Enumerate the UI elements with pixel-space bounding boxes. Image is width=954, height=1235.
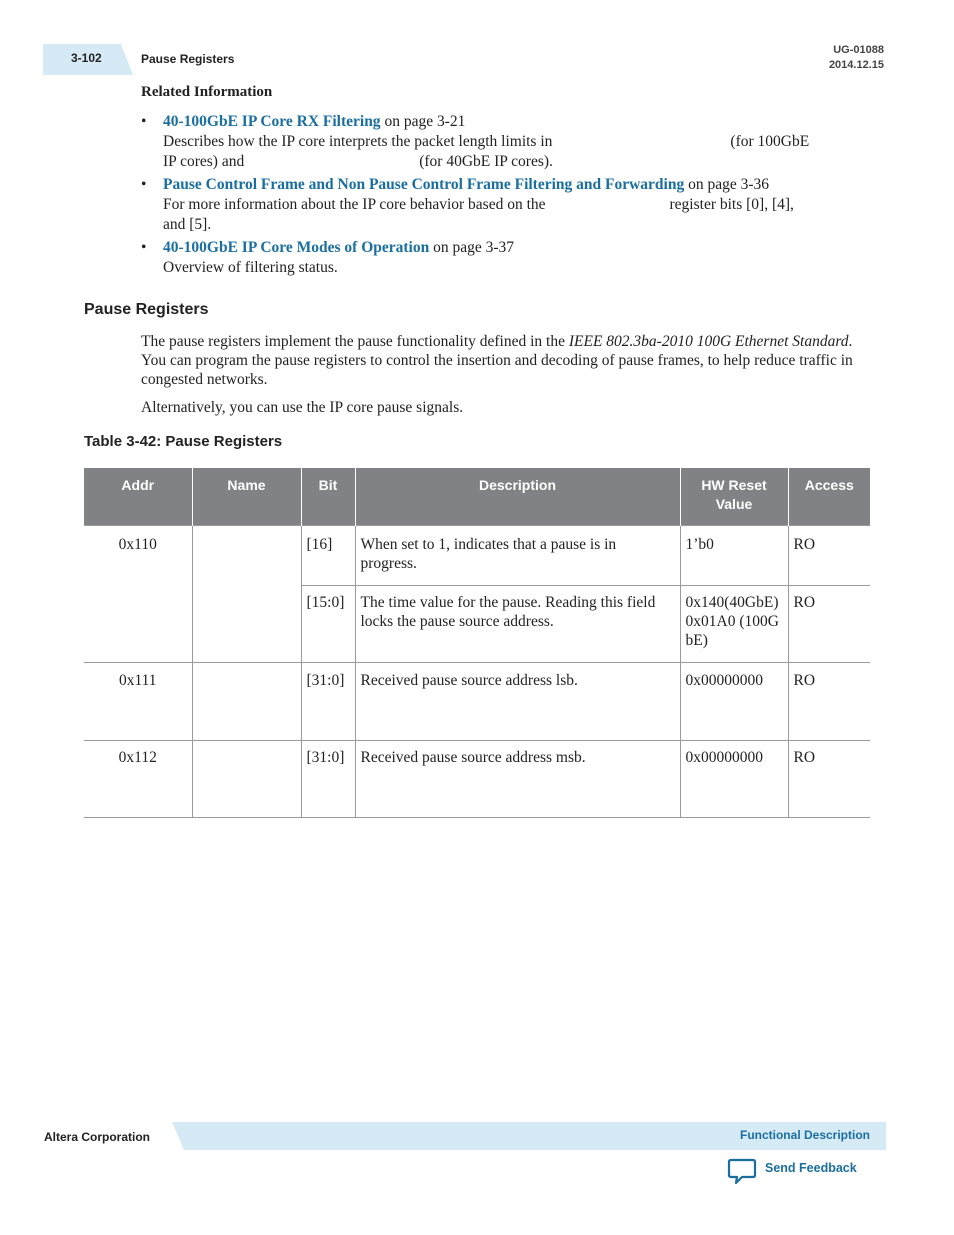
table-row	[84, 740, 870, 817]
related-item	[141, 112, 861, 172]
paragraph-text: The pause registers implement the pause functionality defined in the	[141, 333, 569, 350]
standard-reference: IEEE 802.3ba-2010 100G Ethernet Standard	[568, 333, 849, 350]
related-link-pause-control[interactable]: Pause Control Frame and Non Pause Control Frame Filtering and Forwarding	[163, 176, 685, 193]
body-paragraph: Alternatively, you can use the IP core pause signals.	[141, 399, 464, 416]
reset-value-cell: 0x00000000	[680, 740, 788, 817]
addr-cell: 0x110	[84, 525, 192, 662]
related-description: and [5].	[163, 216, 212, 233]
section-heading: Pause Registers	[84, 301, 209, 318]
related-description: (for 40GbE IP cores).	[419, 153, 553, 170]
description-cell: Received pause source address lsb.	[355, 662, 680, 740]
document-meta	[829, 43, 884, 73]
related-item	[141, 238, 861, 278]
name-cell	[192, 662, 301, 740]
related-description: For more information about the IP core behavior based on the	[163, 196, 546, 213]
document-id: UG-01088	[833, 44, 884, 56]
column-header-description: Description	[355, 468, 680, 525]
paragraph-text: . You can program the pause registers to control the insertion and decoding of pause frames, to help reduce traffic in congested networks.	[141, 333, 853, 388]
table-row	[84, 525, 870, 585]
addr-cell: 0x111	[84, 662, 192, 740]
related-link-rx-filtering[interactable]: 40-100GbE IP Core RX Filtering	[163, 113, 381, 130]
bit-cell: [31:0]	[301, 740, 355, 817]
access-cell: RO	[788, 585, 870, 662]
description-cell: When set to 1, indicates that a pause is in progress.	[355, 525, 680, 585]
column-header-addr: Addr	[84, 468, 192, 525]
access-cell: RO	[788, 740, 870, 817]
column-header-access: Access	[788, 468, 870, 525]
related-information-list	[141, 112, 861, 281]
access-cell: RO	[788, 662, 870, 740]
running-header-title: Pause Registers	[141, 52, 235, 66]
access-cell: RO	[788, 525, 870, 585]
reset-value-cell: 0x140(40GbE)0x01A0 (100GbE)	[680, 585, 788, 662]
bit-cell: [15:0]	[301, 585, 355, 662]
table-caption: Table 3-42: Pause Registers	[84, 433, 283, 450]
column-header-reset-value: HW Reset Value	[680, 468, 788, 525]
pause-registers-table	[84, 468, 870, 818]
column-header-name: Name	[192, 468, 301, 525]
table-row	[84, 662, 870, 740]
table-header-row	[84, 468, 870, 525]
footer-company: Altera Corporation	[44, 1130, 151, 1144]
bullet: •	[141, 239, 147, 256]
related-description: (for 100GbE	[730, 133, 810, 150]
reset-value-cell: 0x00000000	[680, 662, 788, 740]
name-cell	[192, 740, 301, 817]
page-reference: on page 3-36	[684, 176, 770, 193]
document-date: 2014.12.15	[828, 59, 884, 71]
description-cell: Received pause source address msb.	[355, 740, 680, 817]
bullet: •	[141, 113, 147, 130]
page-number: 3-102	[71, 51, 102, 65]
send-feedback-link[interactable]: Send Feedback	[765, 1161, 857, 1175]
name-cell	[192, 525, 301, 662]
related-description: IP cores) and	[163, 153, 245, 170]
feedback-speech-bubble-icon[interactable]	[727, 1158, 757, 1191]
related-description: Describes how the IP core interprets the packet length limits in	[163, 133, 553, 150]
reset-value-cell: 1’b0	[680, 525, 788, 585]
page-reference: on page 3-37	[429, 239, 515, 256]
body-paragraph	[141, 332, 866, 389]
bit-cell: [16]	[301, 525, 355, 585]
related-information-heading: Related Information	[141, 84, 273, 100]
column-header-bit: Bit	[301, 468, 355, 525]
bit-cell: [31:0]	[301, 662, 355, 740]
addr-cell: 0x112	[84, 740, 192, 817]
description-cell: The time value for the pause. Reading this field locks the pause source address.	[355, 585, 680, 662]
page-reference: on page 3-21	[380, 113, 466, 130]
related-description: register bits [0], [4],	[669, 196, 794, 213]
related-item	[141, 175, 861, 235]
bullet: •	[141, 176, 147, 193]
related-link-modes-of-operation[interactable]: 40-100GbE IP Core Modes of Operation	[163, 239, 430, 256]
related-description: Overview of filtering status.	[163, 259, 338, 276]
footer-section-link[interactable]: Functional Description	[739, 1128, 870, 1142]
